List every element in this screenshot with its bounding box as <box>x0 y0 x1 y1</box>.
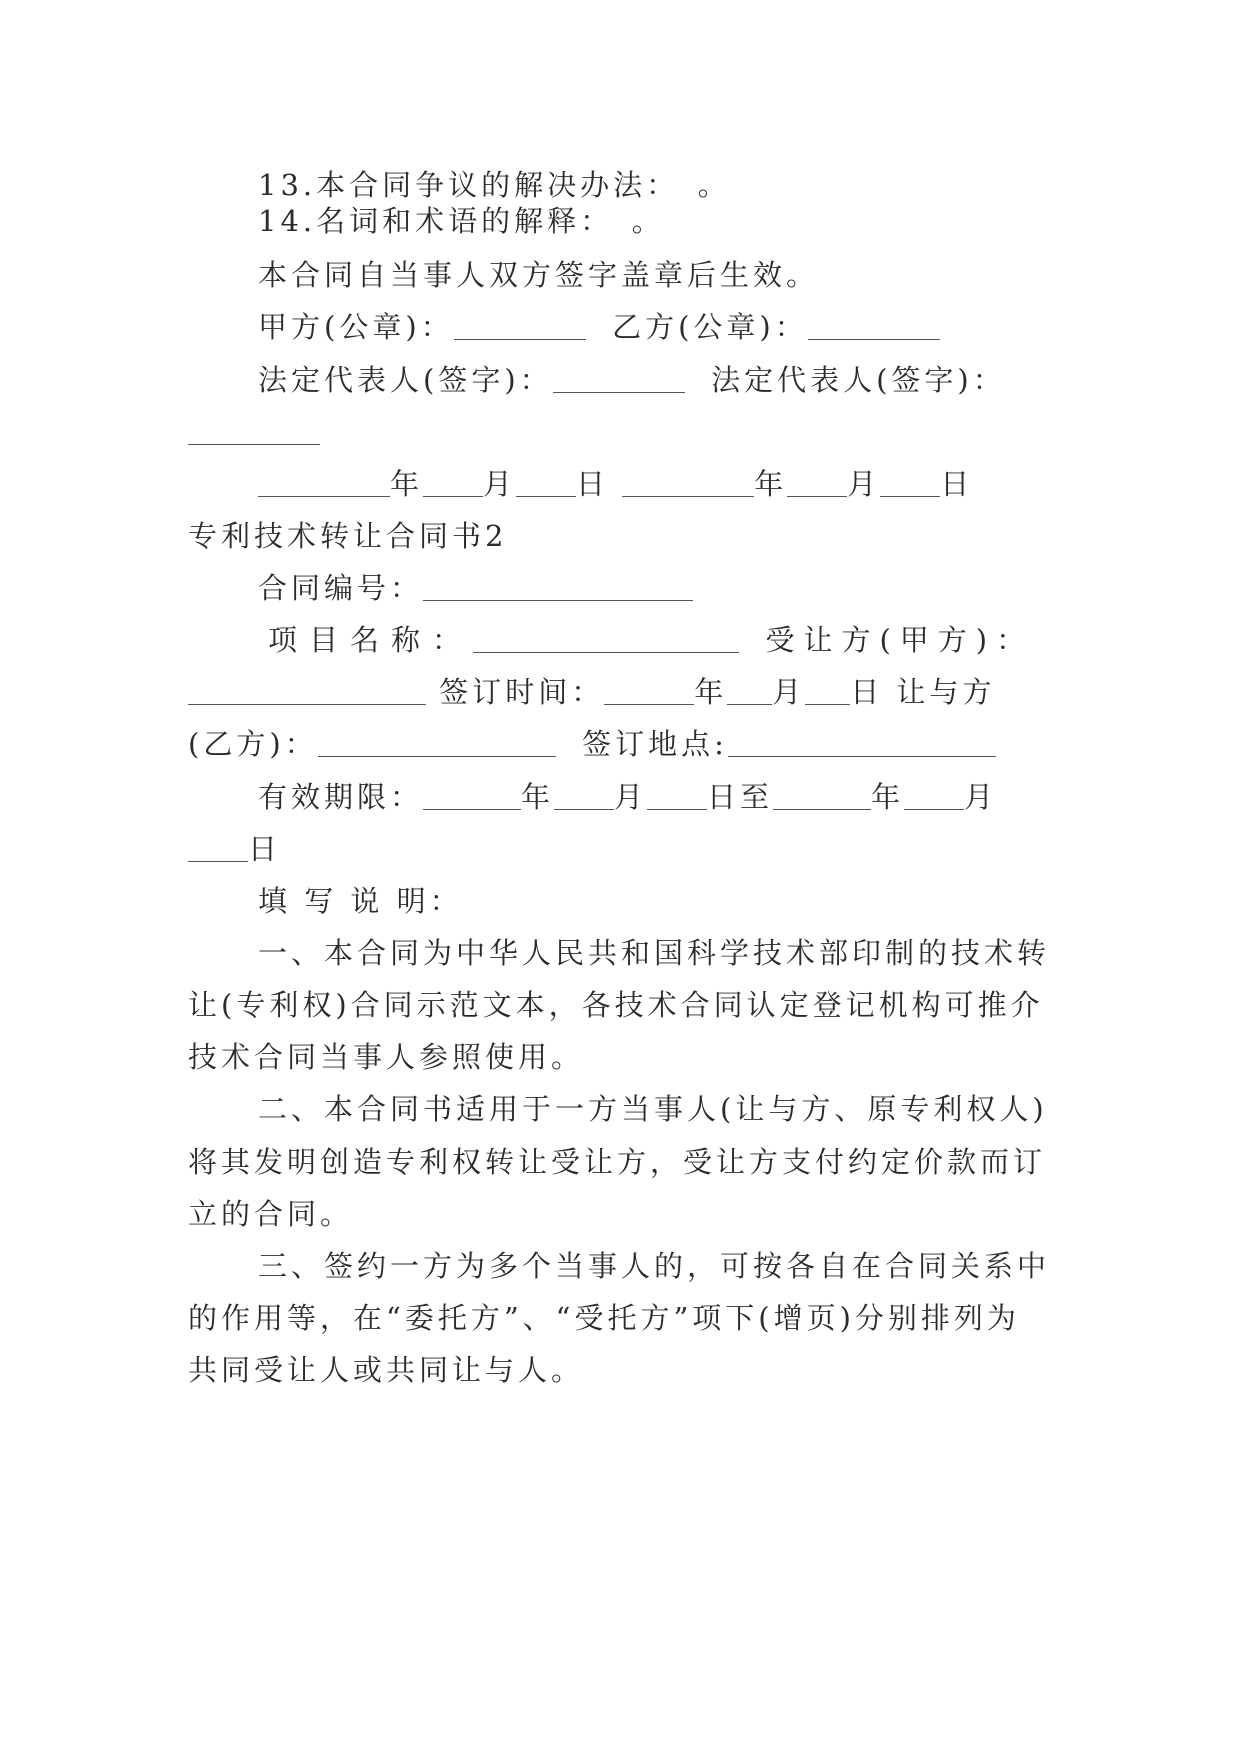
project-name-blank <box>473 622 739 653</box>
note-2-line-2 <box>0 1140 1241 1184</box>
instructions-heading <box>0 879 1241 923</box>
party-seal-line <box>0 305 1241 349</box>
section-title-text: 专利技术转让合同书2 <box>188 519 508 553</box>
project-line <box>0 618 1241 662</box>
transferor-label: 让与方 <box>896 675 996 709</box>
sign-place-blank <box>728 726 996 757</box>
valid-from-year-label: 年 <box>521 780 555 814</box>
note-3-line-2 <box>0 1296 1241 1340</box>
note-1-line-3 <box>0 1035 1241 1079</box>
valid-from-day-blank <box>647 779 707 810</box>
date-a-month-label: 月 <box>483 467 517 501</box>
transferee-blank <box>188 674 426 705</box>
note-1-text-2: 让(专利权)合同示范文本，各技术合同认定登记机构可推介 <box>188 988 1044 1022</box>
note-1-text-1: 一、本合同为中华人民共和国科学技术部印制的技术转 <box>258 936 1051 970</box>
project-name-label: 项目名称： <box>268 623 474 657</box>
date-b-day-label: 日 <box>940 467 974 501</box>
sign-year-blank <box>604 674 694 705</box>
sign-time-label: 签订时间： <box>439 675 605 709</box>
sign-year-label: 年 <box>694 675 728 709</box>
party-a-seal-blank <box>454 309 586 340</box>
valid-to-year-label: 年 <box>871 780 905 814</box>
note-3-line-3 <box>0 1348 1241 1392</box>
effective-clause <box>0 253 1241 297</box>
date-b-month-blank <box>787 466 847 497</box>
note-2-line-1 <box>0 1087 1241 1131</box>
legal-rep-line <box>0 358 1241 402</box>
valid-to-label: 日至 <box>707 780 774 814</box>
valid-to-month-label: 月 <box>964 780 998 814</box>
contract-number-line <box>0 566 1241 610</box>
note-1-line-2 <box>0 983 1241 1027</box>
sign-month-blank <box>727 674 772 705</box>
date-a-year-label: 年 <box>390 467 424 501</box>
date-b-year-blank <box>622 466 754 497</box>
validity-line-cont <box>0 827 1241 871</box>
clause-14-text: 14.名词和术语的解释： 。 <box>258 204 665 238</box>
instructions-heading-text: 填 写 说 明： <box>258 884 463 918</box>
date-a-month-blank <box>423 466 483 497</box>
legal-rep-line-cont <box>0 410 1241 454</box>
valid-to-month-blank <box>904 779 964 810</box>
party-a-rep-label: 法定代表人(签字)： <box>258 363 553 397</box>
party-a-rep-blank <box>553 362 685 393</box>
note-3-text-1: 三、签约一方为多个当事人的，可按各自在合同关系中 <box>258 1249 1051 1283</box>
sign-place-line <box>0 722 1241 766</box>
sign-day-label: 日 <box>850 675 884 709</box>
sign-month-label: 月 <box>772 675 806 709</box>
valid-from-month-blank <box>554 779 614 810</box>
party-b-rep-label: 法定代表人(签字)： <box>711 363 1006 397</box>
contract-number-blank <box>423 570 693 601</box>
party-a-seal-label: 甲方(公章)： <box>258 310 454 344</box>
note-2-text-3: 立的合同。 <box>188 1197 354 1231</box>
contract-number-label: 合同编号： <box>258 571 424 605</box>
transferor-label-cont: (乙方)： <box>188 727 318 761</box>
valid-to-day-label: 日 <box>248 832 282 866</box>
date-line <box>0 462 1241 506</box>
party-b-seal-label: 乙方(公章)： <box>612 310 808 344</box>
transferor-blank <box>318 726 556 757</box>
sign-day-blank <box>805 674 850 705</box>
note-3-text-2: 的作用等，在“委托方”、“受托方”项下(增页)分别排列为 <box>188 1301 1020 1335</box>
date-b-year-label: 年 <box>754 467 788 501</box>
note-3-line-1 <box>0 1244 1241 1288</box>
note-2-text-1: 二、本合同书适用于一方当事人(让与方、原专利权人) <box>258 1092 1048 1126</box>
transferee-label: 受让方(甲方)： <box>765 623 1035 657</box>
section-title <box>0 514 1241 558</box>
party-b-seal-blank <box>808 309 940 340</box>
note-2-text-2: 将其发明创造专利权转让受让方，受让方支付约定价款而订 <box>188 1145 1047 1179</box>
valid-to-year-blank <box>773 779 871 810</box>
date-b-day-blank <box>880 466 940 497</box>
effective-clause-text: 本合同自当事人双方签字盖章后生效。 <box>258 258 820 292</box>
date-b-month-label: 月 <box>847 467 881 501</box>
note-2-line-3 <box>0 1192 1241 1236</box>
party-b-rep-blank <box>188 414 320 445</box>
sign-place-label: 签订地点: <box>582 727 728 761</box>
valid-from-year-blank <box>423 779 521 810</box>
valid-to-day-blank <box>188 831 248 862</box>
note-1-line-1 <box>0 931 1241 975</box>
clause-14 <box>0 199 1241 243</box>
validity-line <box>0 775 1241 819</box>
date-a-day-label: 日 <box>576 467 610 501</box>
validity-label: 有效期限： <box>258 780 424 814</box>
sign-time-line <box>0 670 1241 714</box>
note-1-text-3: 技术合同当事人参照使用。 <box>188 1040 585 1074</box>
note-3-text-3: 共同受让人或共同让与人。 <box>188 1353 585 1387</box>
date-a-year-blank <box>258 466 390 497</box>
date-a-day-blank <box>516 466 576 497</box>
valid-from-month-label: 月 <box>614 780 648 814</box>
clause-13-text: 13.本合同争议的解决办法： 。 <box>258 168 731 202</box>
